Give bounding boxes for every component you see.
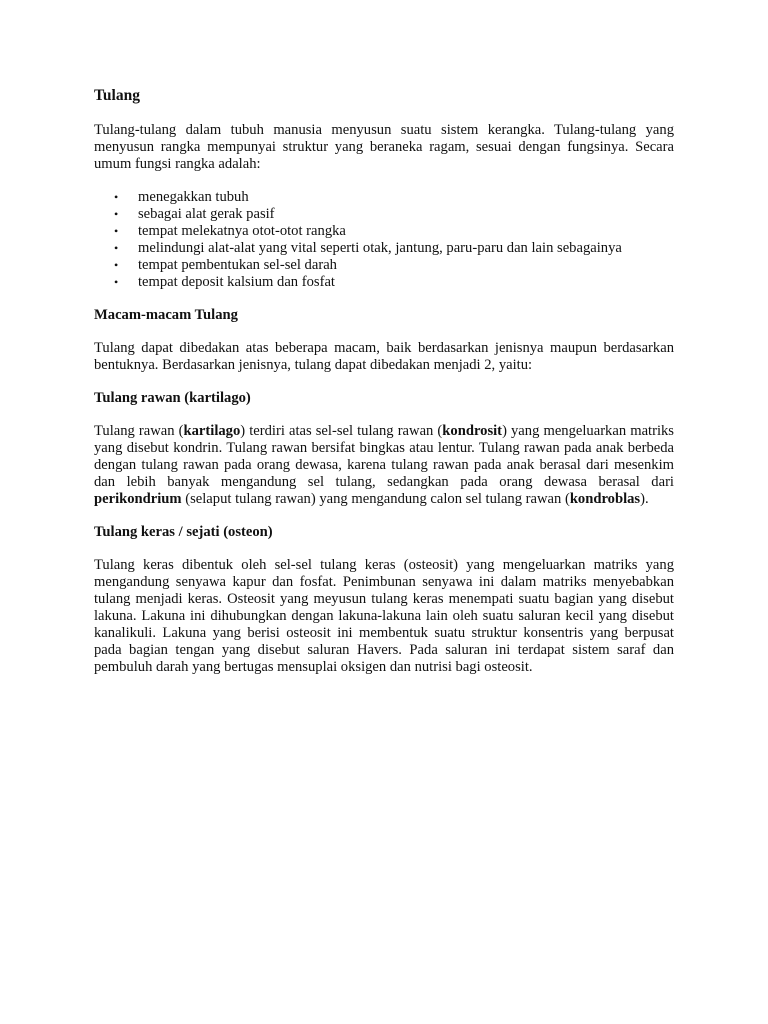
- bullet-icon: •: [114, 224, 119, 238]
- list-item: [94, 223, 674, 240]
- bullet-icon: •: [114, 241, 119, 255]
- list-item-text: tempat melekatnya otot-otot rangka: [138, 223, 346, 239]
- intro-paragraph: Tulang-tulang dalam tubuh manusia menyusun suatu sistem kerangka. Tulang-tulang yang menyusun rangka mempunyai struktur yang beraneka ragam, sesuai dengan fungsinya. Secara umum fungsi rangka adalah:: [94, 122, 674, 172]
- bold-term-kartilago: kartilago: [183, 423, 241, 439]
- list-item: [94, 257, 674, 274]
- text-run: (selaput tulang rawan) yang mengandung calon sel tulang rawan (: [181, 491, 570, 507]
- list-item-text: menegakkan tubuh: [138, 189, 249, 205]
- text-run: ) terdiri atas sel-sel tulang rawan (: [240, 423, 443, 439]
- section-heading-types: Macam-macam Tulang: [94, 307, 238, 323]
- bold-term-kondroblas: kondroblas: [569, 491, 641, 507]
- list-item-text: tempat deposit kalsium dan fosfat: [138, 274, 335, 290]
- list-item-text: sebagai alat gerak pasif: [138, 206, 275, 222]
- bullet-icon: •: [114, 190, 119, 204]
- bone-paragraph: Tulang keras dibentuk oleh sel-sel tulang keras (osteosit) yang mengeluarkan matriks yang mengandung senyawa kapur dan fosfat. Penimbunan senyawa ini dalam matriks menyebabkan tulang menjadi keras. Osteosit yang meyusun tulang keras menempati suatu bagian yang disebut lakuna. Lakuna ini dihubungkan dengan lakuna-lakuna lain oleh suatu saluran kecil yang disebut kanalikuli. Lakuna yang berisi osteosit ini membentuk suatu struktur konsentris yang berpusat pada bagian tengan yang disebut saluran Havers. Pada saluran ini terdapat sistem saraf dan pembuluh darah yang bertugas mensuplai oksigen dan nutrisi bagi osteosit.: [94, 557, 674, 675]
- function-list: [94, 189, 674, 291]
- section-heading-cartilage: Tulang rawan (kartilago): [94, 390, 251, 406]
- bold-term-perikondrium: perikondrium: [94, 491, 182, 507]
- list-item: [94, 189, 674, 206]
- bullet-icon: •: [114, 275, 119, 289]
- bold-term-kondrosit: kondrosit: [442, 423, 503, 439]
- bullet-icon: •: [114, 258, 119, 272]
- text-run: ) yang mengeluarkan matriks yang disebut kondrin. Tulang rawan bersifat bingkas atau lentur. Tulang rawan pada anak berbeda dengan tulang rawan pada orang dewasa, karena tulang rawan pada anak berasal dari mesenkim dan lebih banyak mengandung sel tulang, sedangkan pada orang dewasa berasal dari: [94, 423, 674, 490]
- types-paragraph: Tulang dapat dibedakan atas beberapa macam, baik berdasarkan jenisnya maupun berdasarkan bentuknya. Berdasarkan jenisnya, tulang dapat dibedakan menjadi 2, yaitu:: [94, 340, 674, 373]
- text-run: Tulang rawan (: [94, 423, 184, 439]
- list-item: [94, 206, 674, 223]
- list-item: [94, 240, 674, 257]
- section-heading-bone: Tulang keras / sejati (osteon): [94, 524, 273, 540]
- document-title: Tulang: [94, 87, 140, 104]
- list-item: [94, 274, 674, 291]
- list-item-text: melindungi alat-alat yang vital seperti otak, jantung, paru-paru dan lain sebagainya: [138, 240, 622, 256]
- bullet-icon: •: [114, 207, 119, 221]
- document-page: [94, 86, 674, 676]
- cartilage-paragraph: [94, 423, 674, 508]
- text-run: ).: [640, 491, 649, 507]
- list-item-text: tempat pembentukan sel-sel darah: [138, 257, 337, 273]
